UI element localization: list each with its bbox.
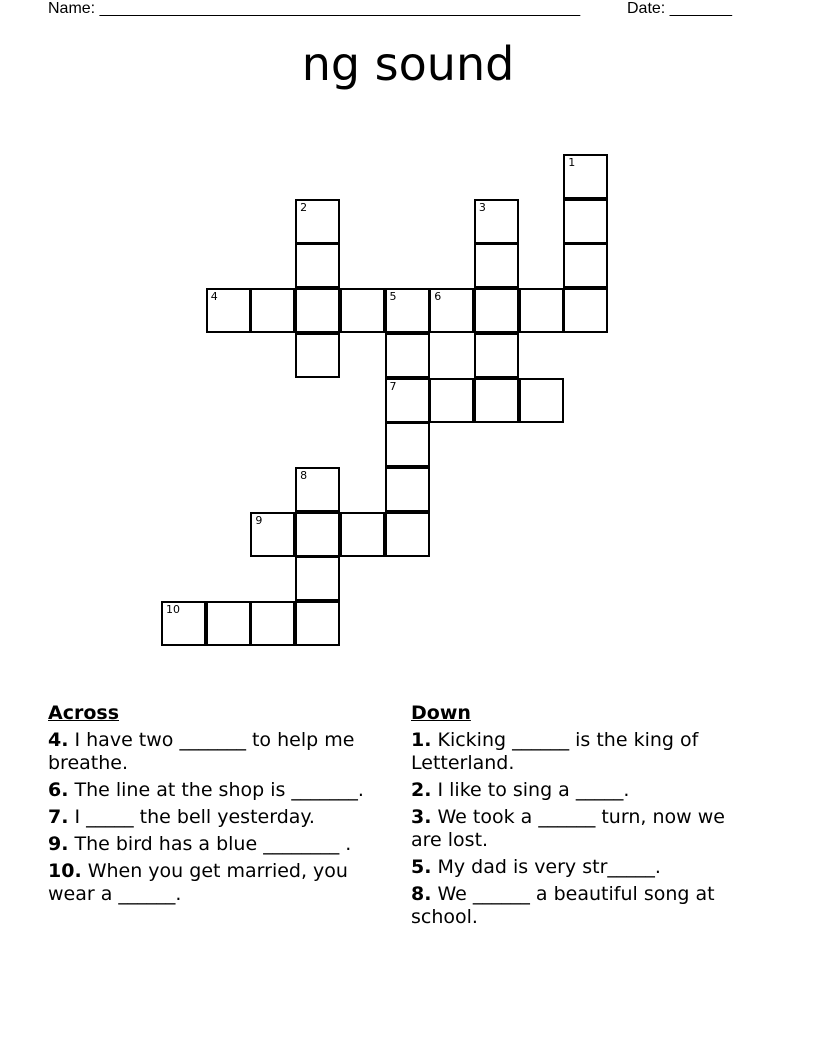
clue-number: 4 bbox=[210, 290, 218, 304]
clue-number: 7 bbox=[389, 379, 397, 393]
down-clues bbox=[411, 702, 751, 933]
across-clue bbox=[48, 779, 388, 802]
grid-cell[interactable] bbox=[340, 512, 385, 557]
grid-cell[interactable] bbox=[250, 601, 295, 646]
grid-cell[interactable] bbox=[295, 243, 340, 288]
grid-cell[interactable] bbox=[340, 288, 385, 333]
clue-number: 7. bbox=[48, 806, 69, 828]
down-clue bbox=[411, 883, 751, 929]
clue-number: 10. bbox=[48, 860, 82, 882]
clue-text: We ______ a beautiful song at school. bbox=[411, 883, 715, 928]
clue-number: 5. bbox=[411, 856, 432, 878]
grid-cell[interactable] bbox=[206, 601, 251, 646]
puzzle-title: ng sound bbox=[301, 37, 515, 91]
grid-cell[interactable] bbox=[250, 288, 295, 333]
grid-cell[interactable] bbox=[161, 601, 206, 646]
clue-number: 9. bbox=[48, 833, 69, 855]
down-heading: Down bbox=[411, 702, 471, 724]
clue-text: When you get married, you wear a ______. bbox=[48, 860, 348, 905]
grid-cell[interactable] bbox=[385, 422, 430, 467]
grid-cell[interactable] bbox=[519, 288, 564, 333]
grid-cell[interactable] bbox=[563, 288, 608, 333]
grid-cell[interactable] bbox=[429, 288, 474, 333]
grid-cell[interactable] bbox=[563, 154, 608, 199]
grid-cell[interactable] bbox=[250, 512, 295, 557]
clue-text: I _____ the bell yesterday. bbox=[68, 806, 315, 828]
clue-text: Kicking ______ is the king of Letterland. bbox=[411, 729, 699, 774]
clue-text: The bird has a blue ________ . bbox=[68, 833, 352, 855]
clue-number: 9 bbox=[255, 513, 263, 527]
grid-cell[interactable] bbox=[385, 333, 430, 378]
grid-cell[interactable] bbox=[474, 288, 519, 333]
across-clue bbox=[48, 806, 388, 829]
clue-number: 3. bbox=[411, 806, 432, 828]
across-clues bbox=[48, 702, 388, 910]
name-field-label: Name: ______________________________________________________ bbox=[48, 0, 581, 17]
clue-number: 6 bbox=[434, 290, 442, 304]
grid-cell[interactable] bbox=[385, 288, 430, 333]
grid-cell[interactable] bbox=[563, 199, 608, 244]
clue-number: 1 bbox=[568, 156, 576, 169]
across-clue bbox=[48, 729, 388, 775]
grid-cell[interactable] bbox=[295, 333, 340, 378]
clue-number: 6. bbox=[48, 779, 69, 801]
grid-cell[interactable] bbox=[206, 288, 251, 333]
clue-text: My dad is very str_____. bbox=[431, 856, 661, 878]
grid-cell[interactable] bbox=[429, 378, 474, 423]
clue-number: 3 bbox=[478, 200, 486, 214]
grid-cell[interactable] bbox=[295, 288, 340, 333]
clue-text: I like to sing a _____. bbox=[431, 779, 630, 801]
clue-number: 5 bbox=[389, 290, 397, 304]
grid-cell[interactable] bbox=[519, 378, 564, 423]
clue-number: 2. bbox=[411, 779, 432, 801]
clue-text: We took a ______ turn, now we are lost. bbox=[411, 806, 725, 851]
clue-number: 10 bbox=[166, 603, 180, 616]
clue-text: I have two _______ to help me breathe. bbox=[48, 729, 355, 774]
date-field-label: Date: _______ bbox=[627, 0, 732, 17]
grid-cell[interactable] bbox=[474, 378, 519, 423]
clue-number: 4. bbox=[48, 729, 69, 751]
grid-cell[interactable] bbox=[385, 512, 430, 557]
grid-cell[interactable] bbox=[474, 333, 519, 378]
across-clue bbox=[48, 860, 388, 906]
grid-cell[interactable] bbox=[295, 556, 340, 601]
across-heading: Across bbox=[48, 702, 120, 724]
clue-number: 8. bbox=[411, 883, 432, 905]
grid-cell[interactable] bbox=[295, 199, 340, 244]
clue-number: 8 bbox=[300, 468, 308, 482]
grid-cell[interactable] bbox=[385, 467, 430, 512]
across-clue bbox=[48, 833, 388, 856]
down-clue bbox=[411, 729, 751, 775]
grid-cell[interactable] bbox=[474, 199, 519, 244]
clue-number: 2 bbox=[300, 200, 308, 214]
grid-cell[interactable] bbox=[295, 601, 340, 646]
down-clue bbox=[411, 856, 751, 879]
clue-number: 1. bbox=[411, 729, 432, 751]
down-clue bbox=[411, 779, 751, 802]
grid-cell[interactable] bbox=[295, 467, 340, 512]
clue-text: The line at the shop is _______. bbox=[68, 779, 364, 801]
grid-cell[interactable] bbox=[385, 378, 430, 423]
grid-cell[interactable] bbox=[474, 243, 519, 288]
grid-cell[interactable] bbox=[295, 512, 340, 557]
down-clue bbox=[411, 806, 751, 852]
grid-cell[interactable] bbox=[563, 243, 608, 288]
